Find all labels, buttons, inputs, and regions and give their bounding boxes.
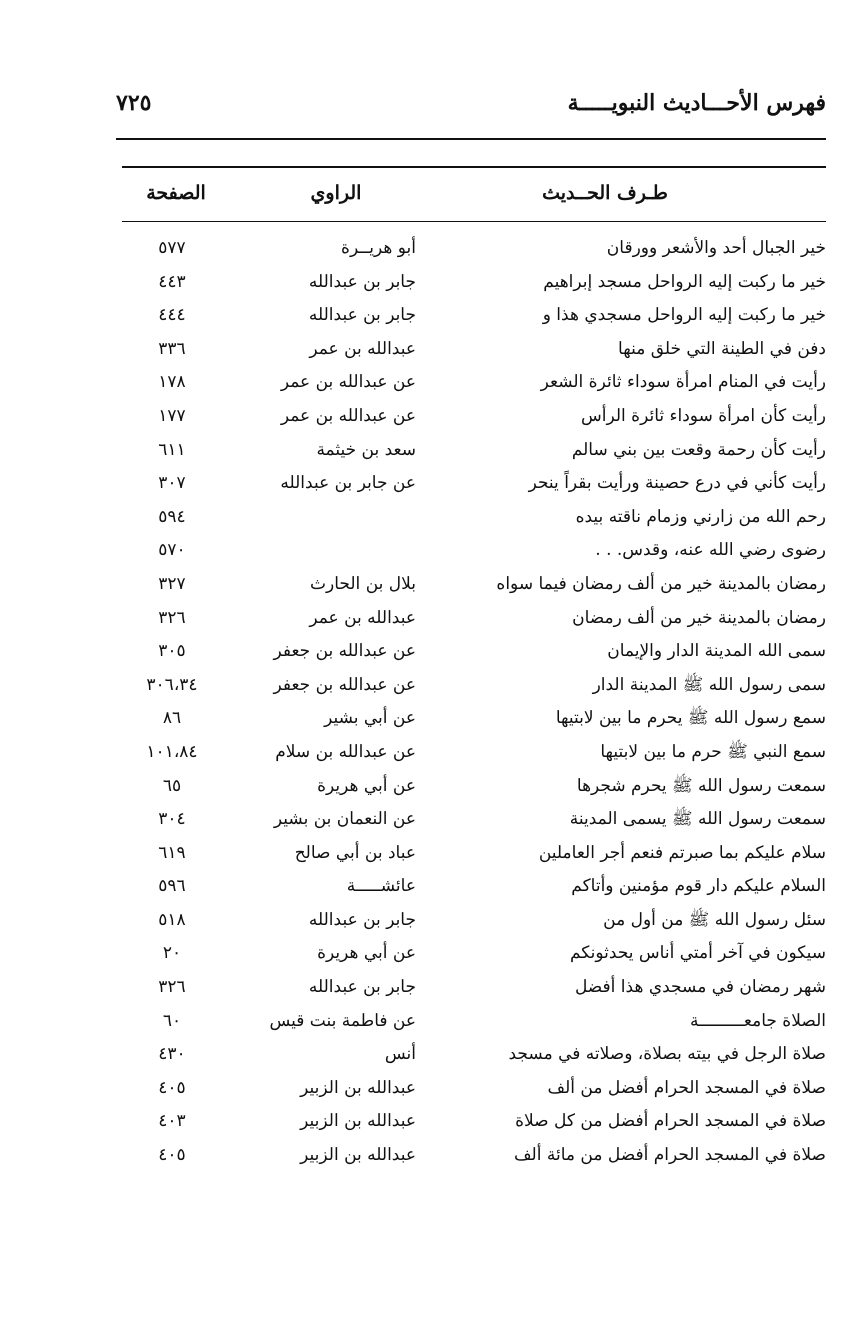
hadith-text: رأيت كأن امرأة سوداء ثائرة الرأس: [581, 405, 826, 426]
table-row: [122, 803, 826, 837]
page-reference: ٣٠٦،٣٤: [146, 674, 198, 695]
narrator-name: عبدالله بن عمر: [309, 338, 416, 359]
hadith-text: رمضان بالمدينة خير من ألف رمضان: [572, 607, 826, 628]
hadith-text: رحم الله من زارني وزمام ناقته بيده: [575, 506, 826, 527]
narrator-name: عن عبدالله بن عمر: [280, 372, 416, 393]
table-row: [122, 534, 826, 568]
page-reference: ٤٠٥: [158, 1077, 186, 1098]
table-row: [122, 602, 826, 636]
narrator-name: جابر بن عبدالله: [308, 909, 416, 930]
running-head: [116, 86, 826, 126]
table-row: [122, 467, 826, 501]
page-reference: ٣٠٤: [158, 809, 186, 830]
hadith-text: سلام عليكم بما صبرتم فنعم أجر العاملين: [538, 842, 826, 863]
narrator-name: عن أبي هريرة: [317, 775, 416, 796]
narrator-name: عن عبدالله بن جعفر: [273, 641, 416, 662]
table-row: [122, 501, 826, 535]
narrator-name: جابر بن عبدالله: [308, 977, 416, 998]
page-reference: ٤٤٤: [158, 305, 186, 326]
narrator-name: سعد بن خيثمة: [316, 439, 416, 460]
narrator-name: عن النعمان بن بشير: [273, 809, 416, 830]
page-reference: ١٧٨: [158, 372, 186, 393]
narrator-name: عبدالله بن الزبير: [300, 1077, 416, 1098]
table-row: [122, 904, 826, 938]
narrator-name: عائشـــــة: [346, 876, 416, 897]
table-row: [122, 669, 826, 703]
column-header-page: الصفحة: [146, 182, 206, 204]
page-reference: ٢٠: [162, 943, 182, 964]
hadith-text: صلاة في المسجد الحرام أفضل من مائة ألف: [513, 1145, 826, 1166]
page-reference: ٤٤٣: [158, 271, 186, 292]
narrator-name: عبدالله بن عمر: [309, 607, 416, 628]
page-reference: ١٧٧: [158, 405, 186, 426]
page-reference: ٦١١: [158, 439, 186, 460]
hadith-text: سمعت رسول الله ﷺ يسمى المدينة: [569, 809, 826, 830]
hadith-text: صلاة الرجل في بيته بصلاة، وصلاته في مسجد: [508, 1044, 826, 1065]
page-reference: ٨٦: [162, 708, 182, 729]
page-reference: ٤٠٥: [158, 1145, 186, 1166]
hadith-text: سمعت رسول الله ﷺ يحرم شجرها: [576, 775, 826, 796]
hadith-text: سمع رسول الله ﷺ يحرم ما بين لابتيها: [555, 708, 826, 729]
column-header-narrator: الراوي: [310, 182, 362, 204]
hadith-text: رضوى رضي الله عنه، وقدس. . .: [595, 540, 826, 561]
page-reference: ٥٧٧: [158, 238, 186, 258]
narrator-name: عباد بن أبي صالح: [294, 842, 416, 863]
table-row: [122, 266, 826, 300]
table-row: [122, 1072, 826, 1106]
hadith-text: رمضان بالمدينة خير من ألف رمضان فيما سواه: [496, 573, 826, 594]
hadith-text: خير ما ركبت إليه الرواحل مسجد إبراهيم: [543, 271, 826, 292]
page-reference: ٥٩٤: [158, 506, 186, 527]
page-reference: ٦٠: [162, 1010, 182, 1031]
hadith-text: رأيت كأني في درع حصينة ورأيت بقراً ينحر: [528, 473, 826, 494]
table-row: [122, 568, 826, 602]
hadith-text: خير الجبال أحد والأشعر وورقان: [606, 238, 826, 258]
narrator-name: جابر بن عبدالله: [308, 305, 416, 326]
page-reference: ٥١٨: [158, 909, 186, 930]
narrator-name: عن عبدالله بن جعفر: [273, 674, 416, 695]
page-reference: ٣٢٦: [158, 977, 186, 998]
table-row: [122, 434, 826, 468]
table-row: [122, 400, 826, 434]
page-reference: ٣٠٥: [158, 641, 186, 662]
page-reference: ٤٠٣: [158, 1111, 186, 1132]
page-title: فهرس الأحـــاديث النبويـــــة: [567, 90, 826, 116]
table-row: [122, 299, 826, 333]
page-reference: ٣٢٦: [158, 607, 186, 628]
table-header-rule: [122, 221, 826, 222]
narrator-name: أنس: [384, 1044, 416, 1065]
table-row: [122, 635, 826, 669]
page-reference: ٤٣٠: [158, 1044, 186, 1065]
table-row: [122, 770, 826, 804]
table-row: [122, 937, 826, 971]
narrator-name: بلال بن الحارث: [310, 573, 416, 594]
table-top-rule: [122, 166, 826, 168]
table-row: [122, 1139, 826, 1173]
hadith-text: سيكون في آخر أمتي أناس يحدثونكم: [569, 943, 826, 964]
table-row: [122, 1105, 826, 1139]
column-header-hadith: طـرف الحــديث: [542, 182, 668, 204]
table-row: [122, 837, 826, 871]
narrator-name: عبدالله بن الزبير: [300, 1145, 416, 1166]
page-reference: ٦١٩: [158, 842, 186, 863]
narrator-name: جابر بن عبدالله: [308, 271, 416, 292]
page-reference: ٦٥: [162, 775, 182, 796]
narrator-name: عن عبدالله بن سلام: [275, 741, 416, 762]
hadith-text: سمى الله المدينة الدار والإيمان: [607, 641, 826, 662]
table-row: [122, 702, 826, 736]
table-row: [122, 366, 826, 400]
page-reference: ١٠١،٨٤: [146, 741, 198, 762]
table-row: [122, 1038, 826, 1072]
narrator-name: عن فاطمة بنت قيس: [269, 1010, 416, 1031]
hadith-text: سمى رسول الله ﷺ المدينة الدار: [592, 674, 826, 695]
hadith-text: سمع النبي ﷺ حرم ما بين لابتيها: [600, 741, 826, 762]
narrator-name: عبدالله بن الزبير: [300, 1111, 416, 1132]
narrator-name: عن أبي بشير: [324, 708, 416, 729]
page-reference: ٣٢٧: [158, 573, 186, 594]
hadith-text: صلاة في المسجد الحرام أفضل من كل صلاة: [515, 1111, 826, 1132]
narrator-name: عن أبي هريرة: [317, 943, 416, 964]
table-row: [122, 232, 826, 266]
table-row: [122, 971, 826, 1005]
narrator-name: أبو هريــرة: [341, 238, 416, 258]
hadith-index-table: [122, 232, 826, 1173]
table-row: [122, 736, 826, 770]
hadith-text: شهر رمضان في مسجدي هذا أفضل: [574, 977, 826, 998]
hadith-text: السلام عليكم دار قوم مؤمنين وأتاكم: [571, 876, 826, 897]
hadith-text: خير ما ركبت إليه الرواحل مسجدي هذا و: [542, 305, 826, 326]
page-reference: ٣٠٧: [158, 473, 186, 494]
header-rule: [116, 138, 826, 140]
page-reference: ٥٧٠: [158, 540, 186, 561]
page-reference: ٣٣٦: [158, 338, 186, 359]
hadith-text: صلاة في المسجد الحرام أفضل من ألف: [547, 1077, 826, 1098]
table-row: [122, 1005, 826, 1039]
hadith-text: دفن في الطينة التي خلق منها: [618, 338, 826, 359]
hadith-text: رأيت كأن رحمة وقعت بين بني سالم: [571, 439, 826, 460]
table-row: [122, 333, 826, 367]
page-number: ٧٢٥: [116, 90, 152, 116]
hadith-text: سئل رسول الله ﷺ من أول من: [603, 909, 826, 930]
narrator-name: عن عبدالله بن عمر: [280, 405, 416, 426]
page-reference: ٥٩٦: [158, 876, 186, 897]
narrator-name: عن جابر بن عبدالله: [280, 473, 416, 494]
table-row: [122, 870, 826, 904]
hadith-text: الصلاة جامعـــــــــة: [689, 1010, 826, 1031]
hadith-text: رأيت في المنام امرأة سوداء ثائرة الشعر: [540, 372, 826, 393]
